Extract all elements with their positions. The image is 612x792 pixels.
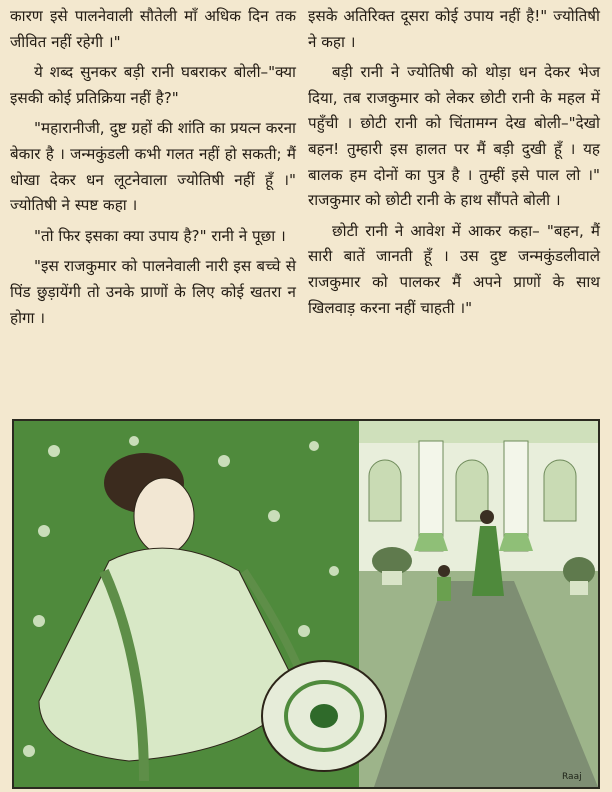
text-column-left bbox=[10, 4, 296, 336]
paragraph: "इस राजकुमार को पालनेवाली नारी इस बच्चे से पिंड छुड़ायेंगी तो उनके प्राणों के लिए कोई खतरा न होगा । bbox=[10, 257, 296, 327]
paragraph: "तो फिर इसका क्या उपाय है?" रानी ने पूछा । bbox=[34, 226, 286, 245]
story-illustration bbox=[12, 419, 600, 789]
arched-windows bbox=[369, 460, 576, 521]
paragraph: बड़ी रानी ने ज्योतिषी को थोड़ा धन देकर भेज दिया, तब राजकुमार को लेकर छोटी रानी के महल में पहुँची । छोटी रानी को चिंतामग्न देख बोली–"देखो बहन! तुम्हारी इस हालत पर मैं बड़ी दुखी हूँ । यह बालक हम दोनों का पुत्र है । तुम्हीं इसे पाल लो ।" राजकुमार को छोटी रानी के हाथ सौंपते बोली । bbox=[308, 63, 600, 210]
round-cushion bbox=[262, 661, 386, 771]
paragraph: ये शब्द सुनकर बड़ी रानी घबराकर बोली–"क्या इसकी कोई प्रतिक्रिया नहीं है?" bbox=[10, 63, 296, 107]
paragraph: छोटी रानी ने आवेश में आकर कहा– "बहन, मैं सारी बातें जानती हूँ । उस दुष्ट जन्मकुंडलीवाले राजकुमार को पालकर मैं अपने प्राणों के साथ खिलवाड़ करना नहीं चाहती ।" bbox=[308, 221, 600, 317]
paragraph: कारण इसे पालनेवाली सौतेली माँ अधिक दिन तक जीवित नहीं रहेगी ।" bbox=[10, 7, 296, 51]
ceiling-band bbox=[359, 421, 598, 443]
paragraph: "महारानीजी, दुष्ट ग्रहों की शांति का प्रयत्न करना बेकार है । जन्मकुंडली कभी गलत नहीं हो सकती; मैं धोखा देकर धन लूटनेवाला ज्योतिषी नहीं हूँ ।" ज्योतिषी ने स्पष्ट कहा । bbox=[10, 119, 296, 215]
paragraph: इसके अतिरिक्त दूसरा कोई उपाय नहीं है!" ज्योतिषी ने कहा । bbox=[308, 7, 600, 51]
text-column-right bbox=[308, 4, 600, 326]
artist-signature: Raaj bbox=[562, 772, 582, 782]
illustration-artwork bbox=[14, 421, 598, 787]
